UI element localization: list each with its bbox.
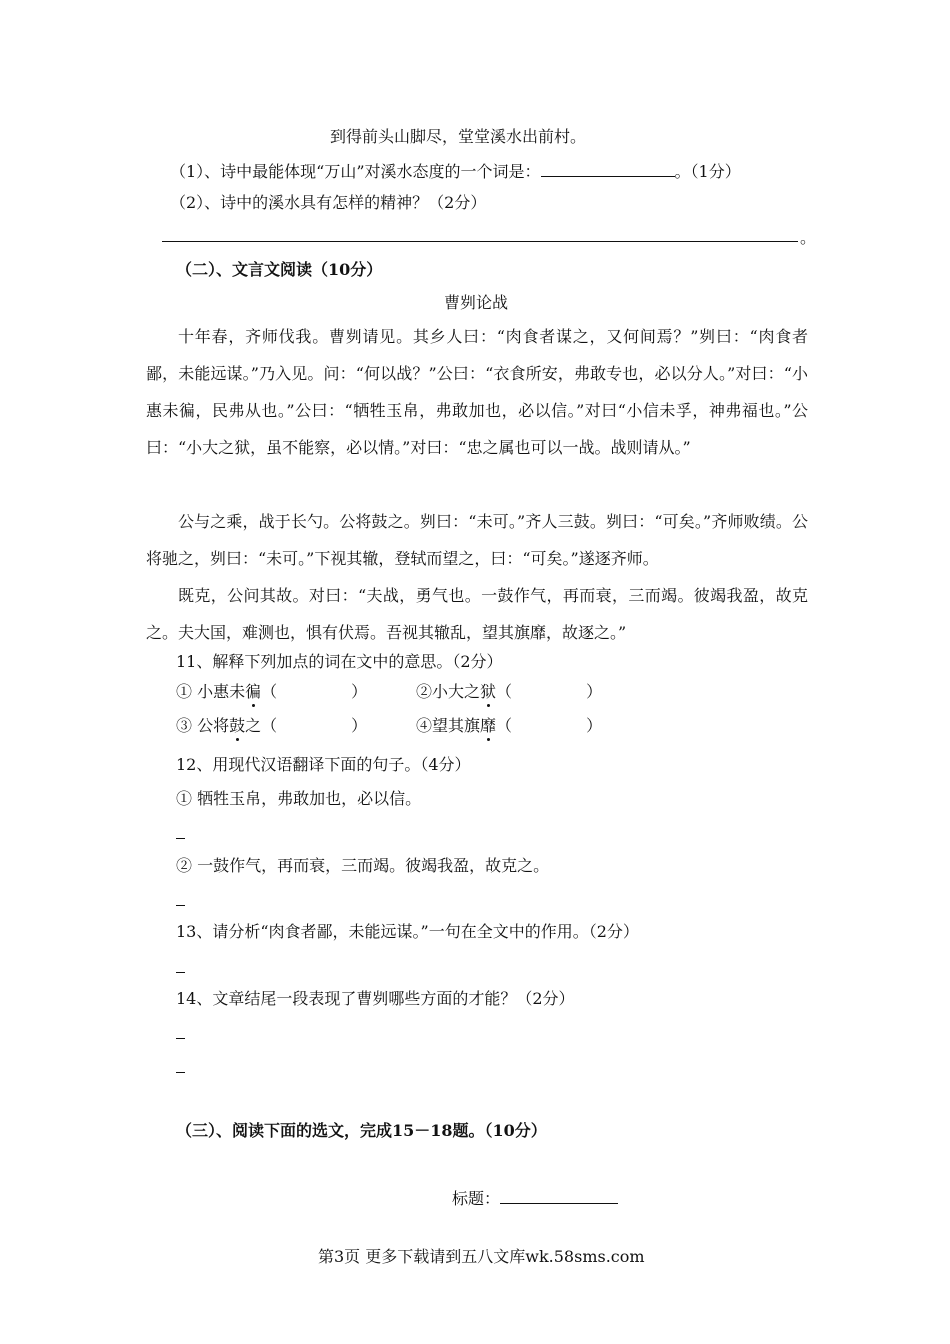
close-paren: ） [586, 716, 603, 735]
open-paren: （ [261, 682, 278, 701]
section-3-heading: （三）、阅读下面的选文，完成15－18题。（10分） [176, 1121, 547, 1140]
item-text: 小大之 [432, 682, 481, 701]
close-paren: ） [351, 716, 368, 735]
q12-sentence-2: ② 一鼓作气，再而衰，三而竭。彼竭我盈，故克之。 [176, 856, 550, 875]
q11-item-1 [176, 682, 367, 702]
answer-line[interactable] [176, 1038, 185, 1039]
open-paren: （ [496, 716, 513, 735]
open-paren: （ [261, 716, 278, 735]
question-14: 14、文章结尾一段表现了曹刿哪些方面的才能？（2分） [176, 989, 575, 1008]
page-footer: 第3页 更多下载请到五八文库wk.58sms.com [318, 1247, 645, 1266]
passage-title: 曹刿论战 [444, 293, 509, 312]
poem-question-1-text: （1）、诗中最能体现“万山”对溪水态度的一个词是： [170, 162, 541, 181]
answer-blank[interactable] [541, 160, 675, 177]
dotted-word: 狱 [480, 682, 497, 701]
passage-paragraph-1: 十年春，齐师伐我。曹刿请见。其乡人曰：“肉食者谋之，又何间焉？”刿曰：“肉食者鄙，未能远谋。”乃入见。问：“何以战？”公曰：“衣食所安，弗敢专也，必以分人。”对曰：“小惠未徧，民弗从也。”公曰：“牺牲玉帛，弗敢加也，必以信。”对曰“小信未孚，神弗福也。”公曰：“小大之狱，虽不能察，必以情。”对曰：“忠之属也可以一战。战则请从。” [146, 327, 808, 457]
item-text: 望其旗 [432, 716, 481, 735]
title-field [452, 1187, 618, 1209]
item-number: ④ [416, 716, 433, 735]
passage-paragraph-2: 公与之乘，战于长勺。公将鼓之。刿曰：“未可。”齐人三鼓。刿曰：“可矣。”齐师败绩。公将驰之，刿曰：“未可。”下视其辙，登轼而望之，曰：“可矣。”遂逐齐师。 [146, 512, 808, 568]
dotted-word: 靡 [480, 716, 497, 735]
item-number: ② [416, 682, 433, 701]
close-paren: ） [586, 682, 603, 701]
answer-line[interactable] [176, 1072, 185, 1073]
answer-line[interactable] [176, 905, 185, 906]
q12-sentence-1: ① 牺牲玉帛，弗敢加也，必以信。 [176, 789, 422, 808]
answer-line[interactable] [162, 241, 798, 242]
q11-item-3 [176, 716, 367, 736]
q11-item-2 [416, 682, 602, 702]
item-number: ① [176, 682, 193, 701]
passage-paragraph-3: 既克，公问其故。对曰：“夫战，勇气也。一鼓作气，再而衰，三而竭。彼竭我盈，故克之。夫大国，难测也，惧有伏焉。吾视其辙乱，望其旗靡，故逐之。” [146, 586, 808, 642]
poem-question-1 [170, 160, 741, 182]
question-11: 11、解释下列加点的词在文中的意思。（2分） [176, 652, 503, 671]
open-paren: （ [496, 682, 513, 701]
question-12: 12、用现代汉语翻译下面的句子。（4分） [176, 755, 471, 774]
dotted-word: 鼓 [229, 716, 246, 735]
answer-line[interactable] [176, 838, 185, 839]
answer-line[interactable] [176, 972, 185, 973]
item-text: 小惠未 [197, 682, 246, 701]
item-text: 公将 [197, 716, 230, 735]
poem-line: 到得前头山脚尽，堂堂溪水出前村。 [330, 127, 587, 146]
answer-line-end: 。 [800, 228, 817, 247]
item-text-after: 之 [245, 716, 262, 735]
poem-question-1-score: 。（1分） [674, 162, 741, 181]
section-2-heading: （二）、文言文阅读（10分） [176, 260, 383, 279]
question-13: 13、请分析“肉食者鄙，未能远谋。”一句在全文中的作用。（2分） [176, 922, 639, 941]
poem-question-2: （2）、诗中的溪水具有怎样的精神？（2分） [170, 193, 487, 212]
item-number: ③ [176, 716, 193, 735]
dotted-word: 徧 [245, 682, 262, 701]
title-label: 标题： [452, 1189, 501, 1208]
close-paren: ） [351, 682, 368, 701]
q11-item-4 [416, 716, 602, 736]
title-blank[interactable] [500, 1187, 618, 1204]
